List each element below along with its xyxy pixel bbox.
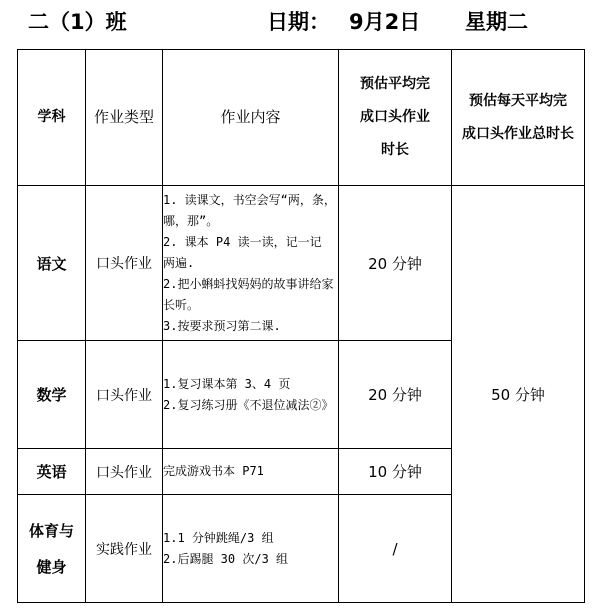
subject-cell [18,495,86,603]
content-cell [163,495,339,603]
est-time-cell: 10 分钟 [339,449,452,495]
column-header-total-time [452,50,585,186]
page-header [0,0,592,40]
homework-table [17,49,585,603]
content-cell [163,186,339,341]
content-line: 2. 课本 P4 读一读，记一记 两遍. [163,234,322,270]
column-header-subject: 学科 [18,50,86,186]
est-time-cell: 20 分钟 [339,186,452,341]
type-cell: 口头作业 [86,341,163,449]
type-cell: 口头作业 [86,186,163,341]
text-line: 健身 [36,557,67,576]
table-row [18,186,585,341]
table-header-row [18,50,585,186]
text-line: 时长 [381,142,409,158]
content-line: 1.1 分钟跳绳/3 组 [163,530,274,545]
date-label: 日期： [267,10,330,34]
text-line: 预估每天平均完 [469,92,567,109]
text-line: 体育与 [28,521,74,540]
content-cell [163,449,339,495]
content-line: 3.按要求预习第二课. [163,318,281,333]
class-name: 二（1）班 [28,10,127,34]
est-time-cell: / [339,495,452,603]
text-line: 成口头作业 [360,109,430,125]
weekday: 星期二 [465,10,528,34]
text-line: 预估平均完 [360,76,430,92]
text-line: 成口头作业总时长 [462,125,574,142]
column-header-type: 作业类型 [86,50,163,186]
est-time-cell: 20 分钟 [339,341,452,449]
type-cell: 口头作业 [86,449,163,495]
subject-text [18,513,85,585]
total-time-cell: 50 分钟 [452,186,585,603]
subject-cell: 英语 [18,449,86,495]
content-line: 2.后踢腿 30 次/3 组 [163,551,289,566]
content-cell [163,341,339,449]
content-line: 1. 读课文，书空会写“两，条，哪，那”。 [163,192,336,228]
subject-cell: 数学 [18,341,86,449]
date-value: 9月2日 [349,10,421,34]
content-line: 2.把小蝌蚪找妈妈的故事讲给家长听。 [163,276,334,312]
subject-cell: 语文 [18,186,86,341]
content-line: 1.复习课本第 3、4 页 [163,376,291,391]
content-line: 2.复习练习册《不退位减法②》 [163,397,334,412]
total-time-header-text [452,85,584,151]
type-cell: 实践作业 [86,495,163,603]
est-time-header-text [339,68,451,167]
column-header-est-time [339,50,452,186]
content-line: 完成游戏书本 P71 [163,464,264,478]
column-header-content: 作业内容 [163,50,339,186]
